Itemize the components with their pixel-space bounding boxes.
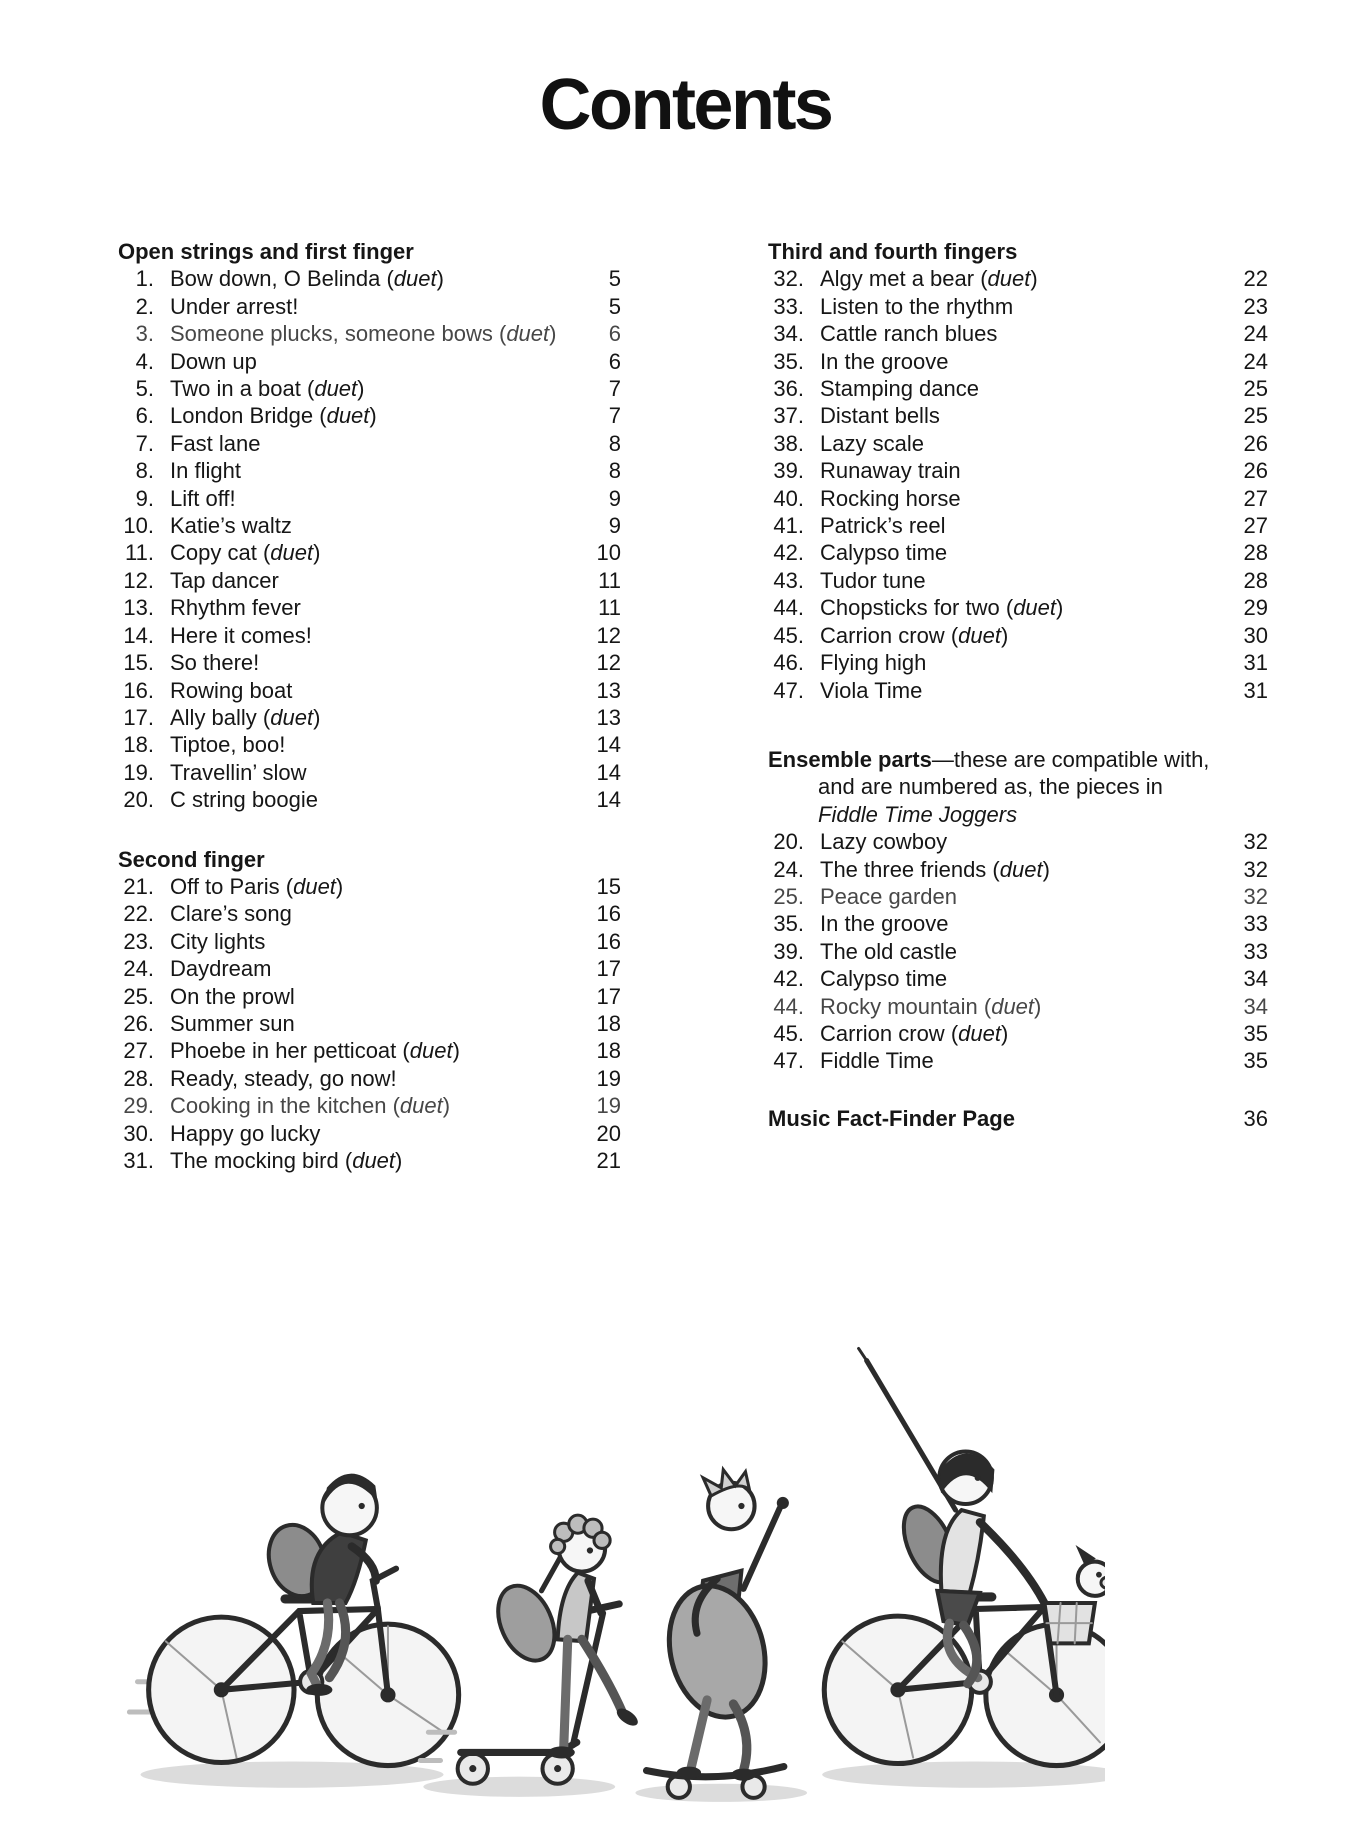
page-number: 31 xyxy=(1243,650,1268,676)
piece-title: Tiptoe, boo! xyxy=(170,732,286,758)
toc-row xyxy=(768,649,1268,676)
piece-number: 44. xyxy=(773,595,804,621)
piece-number: 2. xyxy=(135,293,154,319)
toc-row xyxy=(118,293,621,320)
page-number: 24 xyxy=(1243,348,1268,374)
scooter-rider-with-guitar xyxy=(420,1515,640,1784)
piece-number: 9. xyxy=(135,485,154,511)
piece-title: Happy go lucky xyxy=(170,1120,321,1146)
piece-number: 34. xyxy=(773,321,804,347)
duet-tag: duet xyxy=(293,873,336,899)
piece-number: 4. xyxy=(135,348,154,374)
toc-row xyxy=(768,883,1268,910)
toc-row xyxy=(768,567,1268,594)
toc-row xyxy=(118,1147,621,1174)
piece-number: 25. xyxy=(123,983,154,1009)
toc-column-left xyxy=(118,238,621,1174)
toc-row xyxy=(768,512,1268,539)
piece-title: Katie’s waltz xyxy=(170,513,292,539)
page-number: 22 xyxy=(1243,266,1268,292)
piece-number: 29. xyxy=(123,1093,154,1119)
cyclist-with-backpack xyxy=(129,1474,458,1765)
toc-row xyxy=(118,731,621,758)
page-number: 27 xyxy=(1243,513,1268,539)
toc-row xyxy=(768,485,1268,512)
page-number: 5 xyxy=(608,266,621,292)
duet-tag: duet xyxy=(506,321,550,347)
piece-number: 35. xyxy=(773,911,804,937)
page-number: 35 xyxy=(1243,1048,1268,1074)
piece-title: Rhythm fever xyxy=(170,595,301,621)
piece-title: Calypso time xyxy=(820,540,948,566)
piece-number: 33. xyxy=(773,293,804,319)
piece-number: 43. xyxy=(773,567,804,593)
toc-row xyxy=(768,375,1268,402)
piece-title: The mocking bird (duet) xyxy=(170,1148,403,1173)
toc-row xyxy=(118,457,621,484)
piece-title: Viola Time xyxy=(820,677,923,703)
toc-column-right xyxy=(768,238,1268,1132)
toc-section xyxy=(118,238,621,814)
page-number: 8 xyxy=(608,430,621,456)
piece-number: 41. xyxy=(773,513,804,539)
duet-tag: duet xyxy=(1013,595,1057,621)
toc-row xyxy=(118,759,621,786)
toc-row xyxy=(768,677,1268,704)
page-number: 25 xyxy=(1243,376,1268,402)
toc-row xyxy=(118,1037,621,1064)
piece-number: 44. xyxy=(773,993,804,1019)
piece-title: Ally bally (duet) xyxy=(170,704,321,730)
piece-title: Rocky mountain (duet) xyxy=(820,993,1042,1019)
toc-row xyxy=(118,265,621,292)
toc-row xyxy=(118,622,621,649)
piece-title: Chopsticks for two (duet) xyxy=(820,595,1064,621)
page-number: 25 xyxy=(1243,403,1268,429)
piece-title: London Bridge (duet) xyxy=(170,403,377,429)
page-number: 12 xyxy=(596,622,621,648)
page-number: 13 xyxy=(596,704,621,730)
children-riding-illustration xyxy=(85,1205,1105,1805)
page-number: 13 xyxy=(596,677,621,703)
illustration-svg xyxy=(85,1205,1105,1805)
piece-number: 12. xyxy=(123,567,154,593)
toc-row xyxy=(118,873,621,900)
toc-row xyxy=(118,567,621,594)
section-heading xyxy=(768,746,1268,773)
piece-title: Ready, steady, go now! xyxy=(170,1065,397,1091)
piece-title: Runaway train xyxy=(820,458,961,484)
piece-number: 31. xyxy=(123,1148,154,1173)
toc-row xyxy=(118,1010,621,1037)
page-number: 14 xyxy=(596,759,621,785)
piece-number: 22. xyxy=(123,901,154,927)
skateboarder-with-cello xyxy=(647,1470,789,1798)
page-number: 14 xyxy=(596,787,621,813)
piece-title: Summer sun xyxy=(170,1010,295,1036)
toc-row xyxy=(768,293,1268,320)
toc-row xyxy=(768,348,1268,375)
duet-tag: duet xyxy=(326,403,370,429)
piece-number: 39. xyxy=(773,458,804,484)
piece-title: Cattle ranch blues xyxy=(820,321,998,347)
piece-number: 16. xyxy=(123,677,154,703)
piece-title: Two in a boat (duet) xyxy=(170,376,365,402)
page-number: 10 xyxy=(596,540,621,566)
page-number: 31 xyxy=(1243,677,1268,703)
piece-number: 30. xyxy=(123,1120,154,1146)
piece-title: In the groove xyxy=(820,911,949,937)
piece-title: Under arrest! xyxy=(170,293,299,319)
piece-number: 25. xyxy=(773,883,804,909)
fact-finder-row xyxy=(768,1105,1268,1132)
piece-title: Tudor tune xyxy=(820,567,926,593)
toc-section xyxy=(768,238,1268,704)
piece-number: 15. xyxy=(123,650,154,676)
page-number: 30 xyxy=(1243,622,1268,648)
piece-title: The old castle xyxy=(820,938,957,964)
piece-title: Travellin’ slow xyxy=(170,759,307,785)
toc-row xyxy=(118,512,621,539)
piece-number: 42. xyxy=(773,966,804,992)
ensemble-heading-line3: Fiddle Time Joggers xyxy=(818,801,1018,827)
piece-title: Peace garden xyxy=(820,883,957,909)
duet-tag: duet xyxy=(958,1020,1001,1046)
piece-number: 39. xyxy=(773,938,804,964)
piece-number: 14. xyxy=(123,622,154,648)
toc-row xyxy=(118,704,621,731)
page-number: 33 xyxy=(1243,911,1268,937)
duet-tag: duet xyxy=(409,1038,453,1064)
toc-row xyxy=(768,539,1268,566)
page-number: 9 xyxy=(608,485,621,511)
page-number: 26 xyxy=(1243,430,1268,456)
page-number: 11 xyxy=(598,595,621,621)
piece-number: 20. xyxy=(773,829,804,855)
piece-title: In flight xyxy=(170,458,241,484)
page-number: 26 xyxy=(1243,458,1268,484)
page-number: 15 xyxy=(596,873,621,899)
toc-row xyxy=(768,402,1268,429)
page-number: 19 xyxy=(596,1065,621,1091)
piece-number: 46. xyxy=(773,650,804,676)
piece-number: 27. xyxy=(123,1038,154,1064)
page-number: 16 xyxy=(596,901,621,927)
toc-row xyxy=(768,265,1268,292)
duet-tag: duet xyxy=(393,266,437,292)
ensemble-heading-bold: Ensemble parts xyxy=(768,746,932,772)
piece-number: 24. xyxy=(773,856,804,882)
fact-finder-label: Music Fact-Finder Page xyxy=(768,1105,1015,1131)
toc-row xyxy=(118,649,621,676)
duet-tag: duet xyxy=(987,266,1031,292)
toc-row xyxy=(118,677,621,704)
page-number: 7 xyxy=(608,376,621,402)
piece-number: 6. xyxy=(135,403,154,429)
duet-tag: duet xyxy=(352,1148,396,1173)
piece-title: Lazy scale xyxy=(820,430,924,456)
ground-shadows xyxy=(141,1762,1105,1802)
piece-title: Fiddle Time xyxy=(820,1048,934,1074)
duet-tag: duet xyxy=(399,1093,443,1119)
page-number: 14 xyxy=(596,732,621,758)
piece-title: Fast lane xyxy=(170,430,261,456)
page-number: 27 xyxy=(1243,485,1268,511)
duet-tag: duet xyxy=(270,540,314,566)
piece-title: Flying high xyxy=(820,650,927,676)
ensemble-heading-line2: and are numbered as, the pieces in xyxy=(818,774,1163,800)
page-number: 9 xyxy=(608,513,621,539)
page-number: 28 xyxy=(1243,540,1268,566)
page-number: 6 xyxy=(608,321,621,347)
toc-row xyxy=(768,856,1268,883)
piece-number: 18. xyxy=(123,732,154,758)
piece-number: 17. xyxy=(123,704,154,730)
page-number: 5 xyxy=(608,293,621,319)
piece-title: Off to Paris (duet) xyxy=(170,873,344,899)
piece-number: 19. xyxy=(123,759,154,785)
piece-title: In the groove xyxy=(820,348,949,374)
toc-row xyxy=(768,993,1268,1020)
page-number: 33 xyxy=(1243,938,1268,964)
toc-row xyxy=(768,320,1268,347)
piece-number: 38. xyxy=(773,430,804,456)
piece-number: 45. xyxy=(773,622,804,648)
piece-number: 45. xyxy=(773,1020,804,1046)
toc-section xyxy=(768,746,1268,1075)
piece-title: The three friends (duet) xyxy=(820,856,1050,882)
piece-title: Stamping dance xyxy=(820,376,979,402)
page-number: 21 xyxy=(596,1148,621,1173)
toc-row xyxy=(768,594,1268,621)
section-heading: Second finger xyxy=(118,846,265,872)
piece-title: Down up xyxy=(170,348,257,374)
piece-title: Clare’s song xyxy=(170,901,292,927)
page-number: 18 xyxy=(596,1010,621,1036)
toc-row xyxy=(118,539,621,566)
toc-row xyxy=(118,594,621,621)
page-number: 18 xyxy=(596,1038,621,1064)
toc-row xyxy=(118,1065,621,1092)
toc-row xyxy=(118,786,621,813)
piece-title: Lift off! xyxy=(170,485,236,511)
piece-number: 1. xyxy=(135,266,154,292)
toc-sections-left xyxy=(118,238,621,1174)
piece-title: Tap dancer xyxy=(170,567,279,593)
toc-row xyxy=(118,983,621,1010)
toc-row xyxy=(768,828,1268,855)
toc-row xyxy=(118,348,621,375)
toc-row xyxy=(118,955,621,982)
cyclist-with-dog-in-basket xyxy=(824,1348,1105,1765)
page-number: 34 xyxy=(1243,966,1268,992)
piece-title: Someone plucks, someone bows (duet) xyxy=(170,321,557,347)
toc-row xyxy=(118,430,621,457)
toc-sections-right xyxy=(768,238,1268,1075)
piece-number: 21. xyxy=(123,873,154,899)
piece-number: 20. xyxy=(123,787,154,813)
piece-title: Daydream xyxy=(170,956,272,982)
toc-row xyxy=(118,320,621,347)
page-number: 29 xyxy=(1243,595,1268,621)
piece-number: 13. xyxy=(123,595,154,621)
page-number: 32 xyxy=(1243,883,1268,909)
toc-row xyxy=(768,457,1268,484)
piece-title: Copy cat (duet) xyxy=(170,540,321,566)
toc-row xyxy=(118,402,621,429)
piece-number: 26. xyxy=(123,1010,154,1036)
toc-row xyxy=(768,965,1268,992)
piece-number: 37. xyxy=(773,403,804,429)
page-number: 6 xyxy=(608,348,621,374)
piece-number: 23. xyxy=(123,928,154,954)
piece-title: So there! xyxy=(170,650,260,676)
piece-number: 35. xyxy=(773,348,804,374)
page-number: 17 xyxy=(596,956,621,982)
toc-row xyxy=(768,910,1268,937)
toc-row xyxy=(118,485,621,512)
piece-title: Listen to the rhythm xyxy=(820,293,1014,319)
piece-number: 8. xyxy=(135,458,154,484)
toc-row xyxy=(768,938,1268,965)
piece-title: Phoebe in her petticoat (duet) xyxy=(170,1038,460,1064)
page-number: 12 xyxy=(596,650,621,676)
toc-row xyxy=(118,1092,621,1119)
section-heading: Third and fourth fingers xyxy=(768,239,1018,264)
toc-row xyxy=(768,1020,1268,1047)
fact-finder-page-number: 36 xyxy=(1243,1105,1268,1131)
toc-row xyxy=(118,1120,621,1147)
piece-number: 28. xyxy=(123,1065,154,1091)
piece-title: Cooking in the kitchen (duet) xyxy=(170,1093,451,1119)
toc-row xyxy=(118,928,621,955)
piece-number: 24. xyxy=(123,956,154,982)
piece-title: Rowing boat xyxy=(170,677,293,703)
piece-number: 36. xyxy=(773,376,804,402)
page-number: 16 xyxy=(596,928,621,954)
piece-title: Here it comes! xyxy=(170,622,312,648)
toc-section xyxy=(118,846,621,1175)
page-number: 7 xyxy=(608,403,621,429)
piece-title: C string boogie xyxy=(170,787,318,813)
toc-row xyxy=(768,622,1268,649)
duet-tag: duet xyxy=(270,704,314,730)
piece-title: Algy met a bear (duet) xyxy=(820,266,1038,292)
piece-title: Lazy cowboy xyxy=(820,829,948,855)
section-heading: Open strings and first finger xyxy=(118,239,414,264)
duet-tag: duet xyxy=(958,622,1001,648)
piece-title: Rocking horse xyxy=(820,485,961,511)
page-number: 20 xyxy=(596,1120,621,1146)
page-number: 28 xyxy=(1243,567,1268,593)
page-number: 35 xyxy=(1243,1020,1268,1046)
page-number: 23 xyxy=(1243,293,1268,319)
duet-tag: duet xyxy=(314,376,358,402)
piece-title: Bow down, O Belinda (duet) xyxy=(170,266,444,292)
page-number: 17 xyxy=(596,983,621,1009)
toc-row xyxy=(768,1047,1268,1074)
page-number: 19 xyxy=(596,1093,621,1119)
toc-row xyxy=(118,375,621,402)
piece-number: 5. xyxy=(135,376,154,402)
piece-title: Distant bells xyxy=(820,403,940,429)
ensemble-heading-text: —these are compatible with, xyxy=(931,746,1210,772)
page-number: 32 xyxy=(1243,829,1268,855)
page-number: 24 xyxy=(1243,321,1268,347)
piece-number: 7. xyxy=(135,430,154,456)
piece-title: On the prowl xyxy=(170,983,295,1009)
page-number: 34 xyxy=(1243,993,1268,1019)
page-number: 32 xyxy=(1243,856,1268,882)
duet-tag: duet xyxy=(991,993,1035,1019)
piece-number: 47. xyxy=(773,1048,804,1074)
piece-number: 40. xyxy=(773,485,804,511)
piece-title: Carrion crow (duet) xyxy=(820,622,1009,648)
piece-title: City lights xyxy=(170,928,266,954)
page-title: Contents xyxy=(539,65,832,145)
toc-row xyxy=(118,900,621,927)
piece-number: 42. xyxy=(773,540,804,566)
piece-title: Carrion crow (duet) xyxy=(820,1020,1009,1046)
page-number: 11 xyxy=(598,567,621,593)
toc-row xyxy=(768,430,1268,457)
piece-number: 11. xyxy=(125,540,154,566)
duet-tag: duet xyxy=(999,856,1043,882)
piece-number: 47. xyxy=(773,677,804,703)
piece-title: Calypso time xyxy=(820,966,948,992)
piece-title: Patrick’s reel xyxy=(820,513,946,539)
piece-number: 32. xyxy=(773,266,804,292)
piece-number: 3. xyxy=(135,321,154,347)
page-number: 8 xyxy=(608,458,621,484)
piece-number: 10. xyxy=(123,513,154,539)
